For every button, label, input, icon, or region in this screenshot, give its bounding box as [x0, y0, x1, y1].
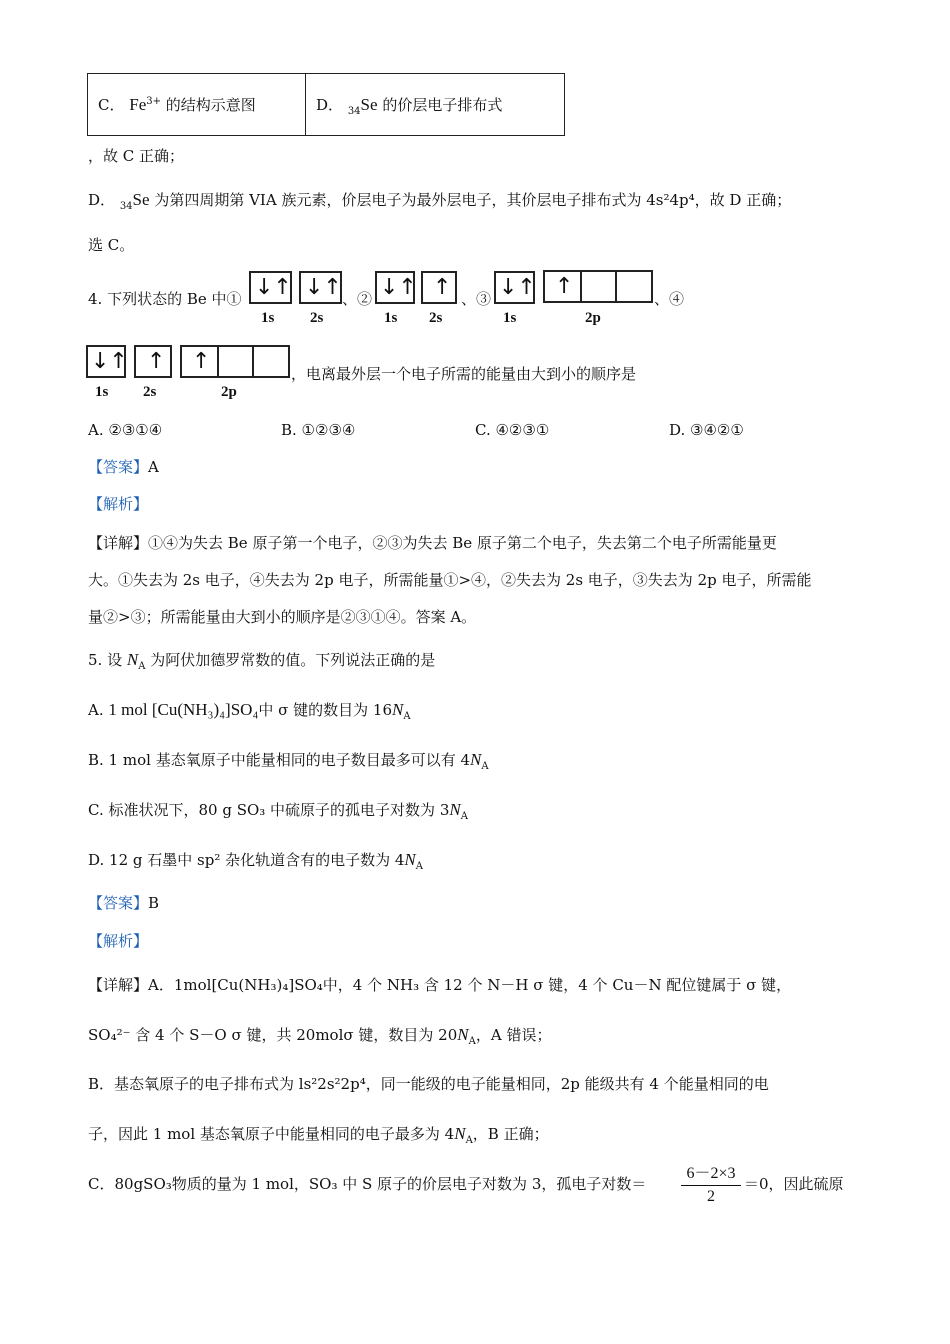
orbital-label: 1s — [503, 310, 517, 326]
detail-text: ①④为失去 Be 原子第一个电子，②③为失去 Be 原子第二个电子，失去第二个电子所需能量更 — [148, 534, 777, 552]
fe-formula: Fe — [129, 95, 147, 114]
paired-arrows-icon: ↓↑ — [305, 275, 342, 300]
up-arrow-icon: ↑ — [555, 274, 574, 299]
option-text: B. 1 mol 基态氧原子中能量相同的电子数目最多可以有 4 — [88, 751, 471, 769]
q4-option-a: A. ②③①④ — [88, 421, 163, 439]
option-d-text: 的价层电子排布式 — [382, 96, 503, 114]
option-text: 中 σ 键的数目为 16 — [258, 701, 393, 719]
option-c-text: 的结构示意图 — [165, 96, 256, 114]
detail-text: SO₄²⁻ 含 4 个 S－O σ 键，共 20molσ 键，数目为 20 — [88, 1026, 458, 1044]
q5-detail-c-end: ＝0，因此硫原 — [744, 1175, 844, 1193]
orbital-label: 1s — [95, 384, 109, 400]
na-subscript: A — [138, 661, 146, 672]
answer-tag: 【答案】 — [88, 458, 149, 476]
q4-answer — [88, 457, 159, 477]
orbital-box — [86, 345, 126, 378]
na-symbol: N — [470, 750, 482, 769]
paired-arrows-icon: ↓↑ — [499, 275, 536, 300]
se-formula: Se — [360, 95, 378, 114]
q4-analysis-tag: 【解析】 — [88, 495, 149, 513]
orbital-divider — [580, 272, 582, 301]
na-subscript: A — [468, 1036, 476, 1047]
q3-detail-d — [88, 190, 791, 210]
orbital-divider — [217, 347, 219, 376]
na-symbol: N — [449, 800, 461, 819]
detail-tag: 【详解】 — [88, 976, 149, 994]
na-symbol: N — [392, 700, 404, 719]
q5-detail-b-2 — [88, 1124, 549, 1144]
q4-detail-2: 大。①失去为 2s 电子，④失去为 2p 电子，所需能量①>④，②失去为 2s 电子，③失去为 2p 电子，所需能 — [88, 571, 812, 589]
option-c-cell — [88, 74, 306, 136]
q5-analysis-tag: 【解析】 — [88, 932, 149, 950]
paired-arrows-icon: ↓↑ — [380, 275, 417, 300]
na-subscript: A — [460, 811, 468, 822]
answer-value: B — [148, 894, 160, 912]
orbital-label: 1s — [261, 310, 275, 326]
q3-d-text: 为第四周期第 VIA 族元素，价层电子为最外层电子，其价层电子排布式为 4s²4p⁴，故 D 正确； — [154, 191, 792, 209]
orbital-box-2p — [543, 270, 653, 303]
orbital-label: 2p — [585, 310, 601, 326]
na-symbol: N — [454, 1124, 466, 1143]
q4-stem-prefix: 4. 下列状态的 Be 中① — [88, 290, 242, 308]
detail-tag: 【详解】 — [88, 534, 149, 552]
fraction-numerator: 6－2×3 — [686, 1165, 736, 1182]
detail-text: 子，因此 1 mol 基态氧原子中能量相同的电子最多为 4 — [88, 1125, 455, 1143]
fraction-bar — [681, 1185, 741, 1186]
na-subscript: A — [481, 761, 489, 772]
state-separator: 、③ — [461, 290, 492, 308]
q4-option-d: D. ③④②① — [669, 421, 744, 439]
orbital-box — [421, 271, 457, 304]
fe-charge: 3+ — [146, 96, 162, 107]
q3-choice: 选 C。 — [88, 236, 135, 254]
fraction-denominator: 2 — [707, 1188, 715, 1205]
detail-text: ，B 正确； — [472, 1125, 549, 1143]
q5-answer — [88, 893, 159, 913]
na-subscript: A — [465, 1135, 473, 1146]
orbital-box — [494, 271, 535, 304]
q5-detail-c-1: C．80gSO₃物质的量为 1 mol，SO₃ 中 S 原子的价层电子对数为 3，孤电子对数＝ — [88, 1175, 647, 1193]
na-symbol: N — [126, 650, 139, 669]
detail-text: A．1mol[Cu(NH₃)₄]SO₄中，4 个 NH₃ 含 12 个 N－H σ 键，4 个 Cu－N 配位键属于 σ 键， — [148, 976, 792, 994]
detail-text: ，A 错误； — [475, 1026, 552, 1044]
options-table — [87, 73, 565, 136]
orbital-label: 1s — [384, 310, 398, 326]
na-subscript: A — [403, 711, 411, 722]
q3-conclusion-c: ，故 C 正确； — [88, 147, 185, 165]
q4-stem-suffix: ，电离最外层一个电子所需的能量由大到小的顺序是 — [291, 365, 637, 383]
na-subscript: A — [415, 861, 423, 872]
q5-stem-text: 为阿伏加德罗常数的值。下列说法正确的是 — [150, 651, 436, 669]
orbital-label: 2s — [310, 310, 324, 326]
paired-arrows-icon: ↓↑ — [255, 275, 292, 300]
orbital-box-2p — [180, 345, 290, 378]
q5-option-d — [88, 850, 423, 870]
q4-option-c: C. ④②③① — [475, 421, 550, 439]
option-d-label: D． — [316, 96, 344, 114]
option-text: C. 标准状况下，80 g SO₃ 中硫原子的孤电子对数为 3 — [88, 801, 450, 819]
paired-arrows-icon: ↓↑ — [91, 349, 128, 374]
up-arrow-icon: ↑ — [147, 349, 166, 374]
q5-detail-a-2 — [88, 1025, 551, 1045]
option-text: D. 12 g 石墨中 sp² 杂化轨道含有的电子数为 4 — [88, 851, 405, 869]
q4-detail-3: 量②>③；所需能量由大到小的顺序是②③①④。答案 A。 — [88, 608, 477, 626]
q5-option-c — [88, 800, 468, 820]
orbital-label: 2s — [143, 384, 157, 400]
orbital-label: 2p — [221, 384, 237, 400]
q3-d-prefix: D． — [88, 191, 116, 209]
option-c-label: C． — [98, 96, 125, 114]
na-symbol: N — [404, 850, 416, 869]
answer-value: A — [148, 458, 159, 476]
q5-option-a — [88, 700, 411, 720]
se-atomic-number: 34 — [347, 106, 361, 117]
q3-se-number: 34 — [119, 201, 133, 212]
orbital-box — [134, 345, 172, 378]
orbital-label: 2s — [429, 310, 443, 326]
q3-se-formula: Se — [132, 190, 150, 209]
up-arrow-icon: ↑ — [192, 349, 211, 374]
na-symbol: N — [457, 1025, 469, 1044]
orbital-box — [249, 271, 292, 304]
orbital-divider — [615, 272, 617, 301]
q5-option-b — [88, 750, 489, 770]
q5-detail-a-1 — [88, 975, 791, 995]
state-separator: 、② — [342, 290, 373, 308]
q4-detail-1 — [88, 533, 777, 553]
q5-detail-b-1: B．基态氧原子的电子排布式为 ls²2s²2p⁴，同一能级的电子能量相同，2p 能级共有 4 个能量相同的电 — [88, 1075, 769, 1093]
q5-number: 5. 设 — [88, 651, 123, 669]
option-d-cell — [306, 74, 565, 136]
q4-option-b: B. ①②③④ — [281, 421, 356, 439]
q5-stem — [88, 650, 435, 670]
up-arrow-icon: ↑ — [433, 275, 452, 300]
orbital-divider — [252, 347, 254, 376]
option-label: A. — [88, 701, 109, 719]
complex-formula: 1 mol [Cu(NH₃)₄]SO₄ — [108, 700, 259, 719]
answer-tag: 【答案】 — [88, 894, 149, 912]
orbital-box — [299, 271, 342, 304]
orbital-box — [375, 271, 415, 304]
state-separator: 、④ — [654, 290, 685, 308]
fraction — [681, 1160, 741, 1206]
